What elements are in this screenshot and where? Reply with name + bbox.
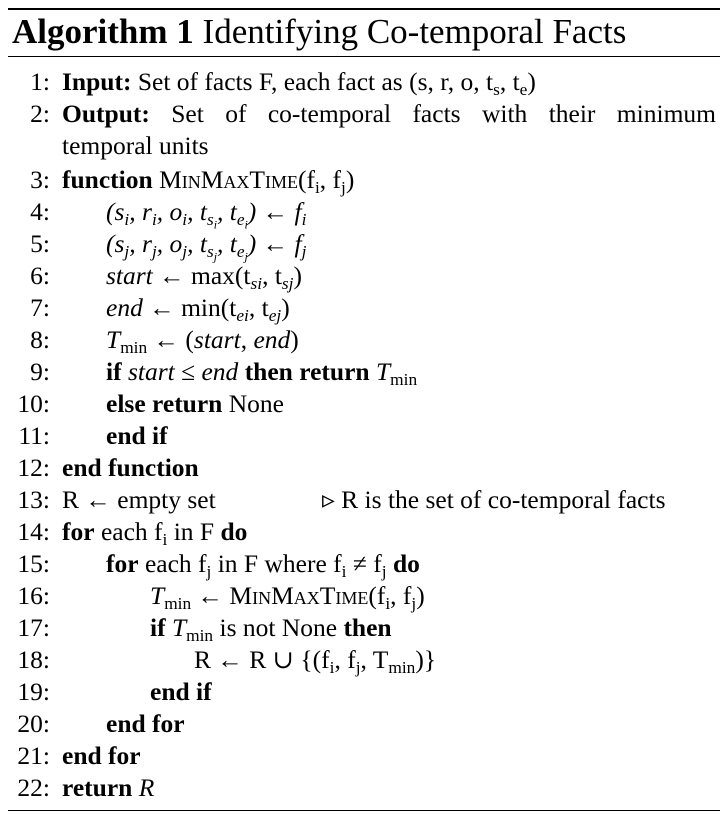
text: ) [416,581,425,610]
sub: j [124,241,130,261]
text: ) [290,325,299,354]
algo-line-1 [0,66,728,98]
sub [206,209,217,232]
algo-line-18 [0,644,728,676]
sub: i [162,529,168,549]
sub: min [120,337,148,357]
sub: j [355,657,361,677]
sub [236,209,248,232]
text: , t [499,67,520,96]
line-body: R ← empty set [62,485,216,514]
text: ) ← f [247,197,302,226]
keyword-end-for: end for [62,741,141,770]
sub: si [250,273,263,293]
sub: i [385,593,391,613]
sub: s [206,241,214,261]
algo-line-5 [0,228,728,264]
var: start [106,261,153,290]
sub [206,241,217,264]
keyword-end-if: end if [150,677,212,706]
sub: s [493,79,500,99]
keyword-for: for [106,549,139,578]
algo-line-17 [0,612,728,644]
text: in F where f [211,549,342,578]
keyword-else-return: else return [106,389,223,418]
line-number: 2: [30,99,50,128]
var: T [369,357,391,386]
algo-line-6 [0,260,728,292]
text: (f [368,581,386,610]
line-body [106,228,307,264]
keyword-end-for: end for [106,709,185,738]
subsub: i [213,217,217,232]
text: in F [167,517,215,546]
text: None [222,389,284,418]
text: , t [248,293,269,322]
keyword-if: if [106,357,122,386]
line-number: 14: [17,517,50,546]
sub: j [381,561,387,581]
text: ) [293,261,302,290]
text: , [240,325,254,354]
algo-line-7 [0,292,728,324]
bottom-rule [8,810,720,811]
var: end [201,357,239,386]
algo-line-4 [0,196,728,232]
algo-line-8 [0,324,728,356]
text: (f [297,165,315,194]
sub: sj [281,273,294,293]
line-body [62,66,536,98]
text: ≠ f [346,549,382,578]
algo-line-16 [0,580,728,612]
text: ) [281,293,290,322]
keyword-function: function [62,165,153,194]
output-text: Set of co-temporal facts with their minimum [149,99,716,128]
var: R [132,773,155,802]
keyword-end-function: end function [62,453,199,482]
line-comment: ▹ R is the set of co-temporal facts [322,485,666,514]
algo-line-19 [0,676,728,708]
sub: i [151,209,157,229]
sub: j [206,561,212,581]
line-number: 17: [17,613,50,642]
algo-line-15 [0,548,728,580]
text: ← min(t [142,293,237,322]
output-text-cont: temporal units [62,131,209,160]
title-rule [8,56,720,57]
line-body [62,164,354,196]
line-number: 19: [17,677,50,706]
keyword-return: return [62,773,133,802]
text: , t [187,229,207,258]
line-body [62,516,247,548]
subsub: j [213,249,217,264]
line-number: 12: [17,453,50,482]
var: T [106,325,121,354]
keyword-for: for [62,517,95,546]
keyword-then-return: then return [238,357,370,386]
text: each f [138,549,207,578]
sub: i [124,209,130,229]
algo-line-10 [0,388,728,420]
line-body [194,644,436,676]
sub: i [341,561,347,581]
keyword-do: do [386,549,420,578]
text: R ← R ∪ {(f [194,645,330,674]
text: ← max(t [152,261,251,290]
text: ) [527,67,536,96]
keyword-end-if: end if [106,421,168,450]
keyword-output: Output: [62,99,150,128]
sub: i [182,209,188,229]
text: (s [106,229,125,258]
keyword-if: if [150,613,166,642]
algorithm-title [12,10,626,54]
line-number: 13: [17,485,50,514]
var: start [193,325,241,354]
line-body [106,548,420,580]
line-body [106,292,290,324]
subsub: i [244,217,248,232]
line-number: 9: [30,357,50,386]
algo-line-9 [0,356,728,388]
var: T [150,581,165,610]
sub: e [236,209,245,229]
text: , o [156,229,183,258]
algo-line-20 [0,708,728,740]
line-number: 5: [30,229,50,258]
text: , f [334,645,356,674]
text: , t [216,229,237,258]
line-number: 10: [17,389,50,418]
line-number: 16: [17,581,50,610]
line-body [106,356,417,388]
sub: min [186,625,214,645]
input-text: Set of facts F, each fact as (s, r, o, t [131,67,494,96]
sub [236,241,248,264]
sub: e [519,79,528,99]
sub: i [329,657,335,677]
keyword-then: then [337,613,392,642]
sub: min [388,657,416,677]
text: )} [415,645,437,674]
keyword-input: Input: [62,67,132,96]
sub: ej [268,305,282,325]
text: , r [129,229,152,258]
text: , f [319,165,342,194]
text: ≤ [174,357,202,386]
sub: i [301,209,307,229]
algo-line-11 [0,420,728,452]
function-name: MinMaxTime [229,581,369,610]
sub: j [182,241,188,261]
algo-line-12 [0,452,728,484]
text: , T [360,645,389,674]
sub: min [164,593,192,613]
text: , t [262,261,282,290]
line-number: 7: [30,293,50,322]
algorithm-name: Identifying Co-temporal Facts [202,12,627,51]
var: T [165,613,187,642]
sub: s [206,209,214,229]
text: ) [345,165,355,194]
algo-line-2 [0,98,728,130]
text: (s [106,197,125,226]
line-body [106,196,307,232]
sub: j [411,593,417,613]
line-body [106,388,284,420]
line-body [106,260,302,292]
algo-line-21 [0,740,728,772]
line-body [150,612,392,644]
algorithm-label: Algorithm 1 [12,12,194,51]
sub: e [236,241,245,261]
text: ← ( [147,325,194,354]
line-number: 8: [30,325,50,354]
line-number: 4: [30,197,50,226]
algo-line-14 [0,516,728,548]
subsub: j [244,249,248,264]
line-body [106,324,299,356]
line-number: 1: [30,67,50,96]
line-body [62,98,716,130]
line-number: 21: [17,741,50,770]
line-body [150,580,425,612]
text: each f [94,517,163,546]
algo-line-2-cont [0,130,728,162]
sub: j [301,241,307,261]
algo-line-13 [0,484,728,516]
text: ) ← f [247,229,302,258]
line-number: 15: [17,549,50,578]
keyword-do: do [214,517,248,546]
line-number: 3: [30,165,50,194]
line-number: 18: [17,645,50,674]
var: start [121,357,175,386]
sub: ei [236,305,249,325]
sub: j [341,177,346,197]
var: end [253,325,291,354]
text: , f [390,581,412,610]
line-number: 20: [17,709,50,738]
text: , r [129,197,152,226]
text: ← [191,581,230,610]
algo-line-3 [0,164,728,196]
sub: j [151,241,157,261]
text: is not None [213,613,338,642]
line-body [62,772,154,804]
algo-line-22 [0,772,728,804]
text: , o [156,197,183,226]
text: , t [216,197,237,226]
sub: min [390,369,418,389]
text: , t [187,197,207,226]
sub: i [314,177,320,197]
function-name: MinMaxTime [159,165,298,194]
line-number: 22: [17,773,50,802]
var: end [106,293,143,322]
line-number: 6: [30,261,50,290]
line-number: 11: [18,421,50,450]
